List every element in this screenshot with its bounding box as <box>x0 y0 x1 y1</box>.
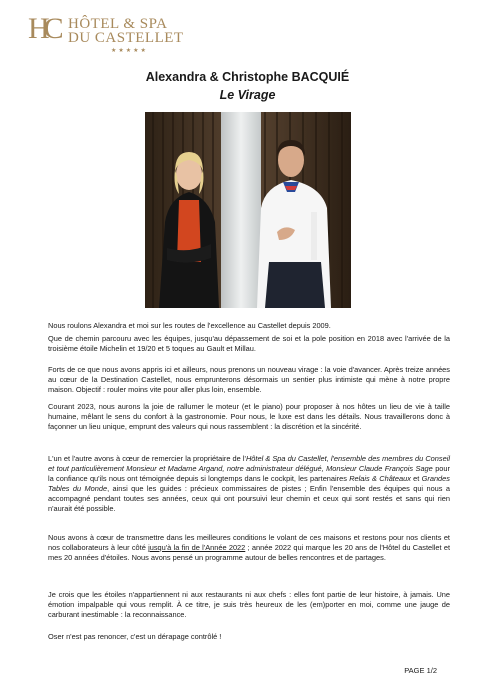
portrait-illustration <box>145 112 351 308</box>
letter-body <box>48 533 450 563</box>
letter-body <box>48 321 450 331</box>
paragraph-5-part: , ainsi que les guides : précieux commissaires de pistes ; Enfin l'ensemble des équipes qui nous a accompagné pendant toutes ses années, ceux qui ont poursuivi leur chemin et ceux qui sont restés et sans qui rien n'aurait été possible. <box>48 484 450 513</box>
portrait-photo <box>145 112 351 308</box>
paragraph-5 <box>48 454 450 514</box>
paragraph-8: Oser n'est pas renoncer, c'est un dérapage contrôlé ! <box>48 632 222 641</box>
logo-line-hotel: HÔTEL & SPA <box>68 16 168 32</box>
page-subtitle: Le Virage <box>219 88 276 102</box>
page-number: PAGE 1/2 <box>404 666 437 675</box>
date-emphasis: jusqu'à la fin de l'Année 2022 <box>148 543 246 552</box>
paragraph-6-part: Nous avons à cœur de transmettre dans les meilleures conditions le volant de ces maisons et restons pour nos clients et nos collaborateurs à leur côté <box>48 533 450 552</box>
paragraph-3: Forts de ce que nous avons appris ici et ailleurs, nous prenons un nouveau virage : la voie d'avancer. Après treize années au cœur de la Destination Castellet, nous emprunterons désormais un sentier plus intimiste qui mène à notre propre maison. Objectif : rouler moins vite pour aller plus loin, ensemble. <box>48 365 450 394</box>
paragraph-6-part: ; année 2022 qui marque les 20 ans de l'Hôtel du Castellet et mes 20 années d'étoiles. Nous avons pensé un programme autour de belles rencontres et de partages. <box>48 543 450 562</box>
letter-body <box>48 632 450 642</box>
hotel-logo <box>28 12 198 54</box>
paragraph-1: Nous roulons Alexandra et moi sur les routes de l'excellence au Castellet depuis 2009. <box>48 321 331 330</box>
grandes-tables: Grandes Tables du Monde <box>48 474 450 493</box>
letter-body <box>48 334 450 354</box>
paragraph-4: Courant 2023, nous aurons la joie de rallumer le moteur (et le piano) pour proposer à nos hôtes un lieu de vie à taille humaine, mêlant le sens du confort à la gastronomie. Pour nous, le luxe est dans les détails. Nous travaillerons donc à façonner un lieu unique, emprunt des valeurs qui nous rassemblent : la discrétion et la sincérité. <box>48 402 450 431</box>
paragraph-5-italic: Hôtel & Spa du Castellet, l'ensemble des membres du Conseil et tout particulièrement Monsieur et Madame Argand, notre administrateur délégué, Monsieur Claude François Sage <box>48 454 450 473</box>
paragraph-5-part: et <box>410 474 422 483</box>
logo-monogram: HC <box>28 12 58 45</box>
paragraph-5-part: L'un et l'autre avons à cœur de remercier la propriétaire de l' <box>48 454 246 463</box>
page-title: Alexandra & Christophe BACQUIÉ <box>145 70 350 84</box>
paragraph-5-part: pour la confiance qu'ils nous ont témoignée depuis si longtemps dans le cockpit, les partenaires <box>48 464 450 483</box>
letter-body <box>48 402 450 432</box>
letter-body <box>48 454 450 514</box>
paragraph-2: Que de chemin parcouru avec les équipes, jusqu'au dépassement de soi et la pole position en 2018 avec l'arrivée de la troisième étoile Michelin et 19/20 et 5 toques au Gault et Millau. <box>48 334 450 353</box>
paragraph-6 <box>48 533 450 563</box>
letter-body <box>48 590 450 620</box>
letter-body <box>48 365 450 395</box>
paragraph-7: Je crois que les étoiles n'appartiennent ni aux restaurants ni aux chefs : elles font partie de leur histoire, à jamais. Une émotion impalpable qui vous remplit. À ce titre, je suis très heureux de les (em)porter en moi, comme une jauge de carburant inestimable : la reconnaissance. <box>48 590 450 619</box>
logo-stars: ★★★★★ <box>111 48 148 54</box>
relais-chateaux: Relais & Châteaux <box>349 474 411 483</box>
logo-line-castellet: DU CASTELLET <box>68 30 184 46</box>
